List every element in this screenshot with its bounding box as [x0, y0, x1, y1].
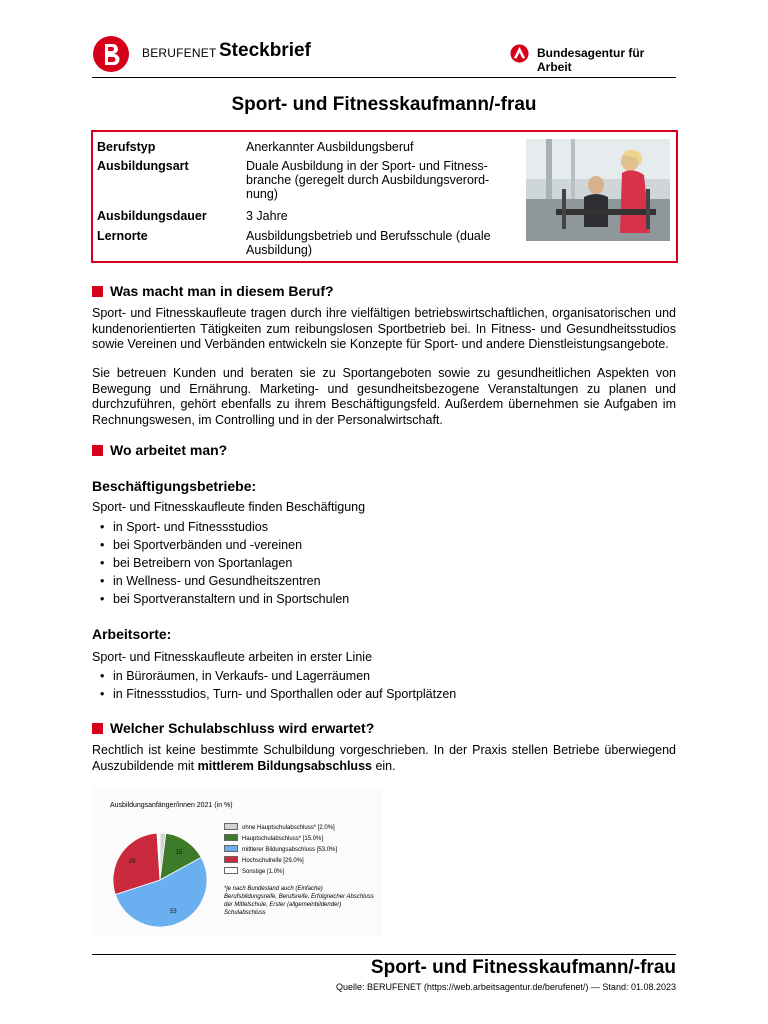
legend-item: [224, 845, 337, 856]
info-value: Anerkannter Ausbildungsberuf: [246, 140, 414, 154]
legend-swatch: [224, 856, 238, 863]
page-title: Sport- und Fitnesskaufmann/-frau: [231, 94, 537, 115]
info-box: [91, 130, 678, 263]
info-label: Berufstyp: [97, 140, 156, 154]
berufenet-logo-icon: [92, 35, 130, 73]
pie-data-label: 29: [128, 858, 136, 865]
list-item: • in Sport- und Fitnessstudios: [100, 518, 349, 536]
legend-swatch: [224, 867, 238, 874]
agency-name: Bundesagentur für Arbeit: [537, 46, 645, 74]
list-item: • bei Betreibern von Sportanlagen: [100, 554, 349, 572]
legend-label: mittlerer Bildungsabschluss [53.0%]: [242, 847, 338, 853]
legend-swatch: [224, 845, 238, 852]
section-heading-text: Welcher Schulabschluss wird erwartet?: [110, 720, 375, 736]
pie-data-label: 15: [175, 850, 183, 857]
fitness-photo: [526, 139, 670, 241]
section-heading: [92, 720, 374, 736]
pie-chart: [92, 788, 382, 936]
places-heading: Arbeitsorte:: [92, 626, 172, 642]
legend-item: [224, 834, 337, 845]
section-marker-icon: [92, 445, 103, 456]
info-value: Duale Ausbildung in der Sport- und Fitness-branche (geregelt durch Ausbildungsverord-nung): [246, 159, 490, 201]
legend-swatch: [224, 834, 238, 841]
employers-list: [100, 518, 349, 608]
list-item: • in Büroräumen, in Verkaufs- und Lagerräumen: [100, 667, 456, 685]
info-label: Lernorte: [97, 229, 148, 243]
list-item: • bei Sportveranstaltern und in Sportschulen: [100, 590, 349, 608]
list-item: • bei Sportverbänden und -vereinen: [100, 536, 349, 554]
pie-data-label: 53: [170, 909, 177, 916]
brand-name: BERUFENET: [142, 46, 217, 60]
employers-intro: Sport- und Fitnesskaufleute finden Beschäftigung: [92, 500, 366, 514]
agency-logo-icon: [510, 44, 529, 63]
section-heading-text: Wo arbeitet man?: [110, 442, 228, 458]
info-label: Ausbildungsdauer: [97, 209, 207, 223]
legend-label: ohne Hauptschulabschluss* [2.0%]: [242, 825, 335, 831]
legend-swatch: [224, 823, 238, 830]
legend-label: Hauptschulabschluss* [15.0%]: [242, 836, 324, 842]
info-value: 3 Jahre: [246, 209, 288, 223]
footer-title: Sport- und Fitnesskaufmann/-frau: [370, 957, 676, 978]
footer-source: Quelle: BERUFENET (https://web.arbeitsagentur.de/berufenet/) — Stand: 01.08.2023: [335, 982, 676, 992]
list-item: • in Fitnessstudios, Turn- und Sporthallen oder auf Sportplätzen: [100, 685, 456, 703]
pie-chart-svg: [105, 825, 215, 935]
footer-divider: [92, 954, 676, 955]
list-item: • in Wellness- und Gesundheitszentren: [100, 572, 349, 590]
places-intro: Sport- und Fitnesskaufleute arbeiten in erster Linie: [92, 650, 373, 664]
school-text-end: ein.: [371, 758, 396, 773]
section-heading: [92, 283, 334, 299]
legend-item: [224, 867, 337, 878]
employers-heading: Beschäftigungsbetriebe:: [92, 478, 257, 494]
legend-item: [224, 856, 337, 867]
school-text: Rechtlich ist keine bestimmte Schulbildung vorgeschrieben. In der Praxis stellen Betriebe überwiegend Auszubildende mit: [92, 743, 676, 773]
legend-label: Sonstige [1.0%]: [242, 869, 285, 875]
paragraph: [92, 743, 676, 774]
chart-legend: [224, 823, 337, 878]
legend-item: [224, 823, 337, 834]
section-heading: [92, 442, 227, 458]
section-marker-icon: [92, 286, 103, 297]
chart-title: Ausbildungsanfänger/innen 2021 (in %): [110, 802, 233, 809]
school-text-bold: mittlerem Bildungsabschluss: [197, 758, 372, 773]
info-label: Ausbildungsart: [97, 159, 189, 173]
doc-type: Steckbrief: [219, 40, 311, 61]
section-marker-icon: [92, 723, 103, 734]
info-value: Ausbildungsbetrieb und Berufsschule (duale Ausbildung): [246, 229, 491, 257]
legend-label: Hochschulreife [29.0%]: [242, 858, 304, 864]
page-header: [92, 32, 676, 78]
chart-note: *je nach Bundesland auch (Einfache) Berufsbildungsreife, Berufsreife, Erfolgreicher Abschluss der Mittelschule, Erster (allgemeinbildender) Schulabschluss: [224, 886, 374, 916]
section-heading-text: Was macht man in diesem Beruf?: [110, 283, 334, 299]
paragraph: Sport- und Fitnesskaufleute tragen durch ihre vielfältigen betriebswirtschaftlichen, organisatorischen und kundenorientierten Tätigkeiten zum reibungslosen Sportbetrieb bei. In Fitness- und Gesundheitsstudios sowie Vereinen und Verbänden entwickeln sie Konzepte für Sport- und andere Dienstleistungsangebote.: [92, 306, 676, 351]
paragraph: Sie betreuen Kunden und beraten sie zu Sportangeboten sowie zu gesundheitlichen Aspekten von Bewegung und Ernährung. Marketing- und gesundheitsbezogene Veranstaltungen zu planen und durchzuführen, gehört ebenfalls zu ihrem Beschäftigungsfeld. Außerdem übernehmen sie Aufgaben im Rechnungswesen, im Controlling und in der Personalwirtschaft.: [92, 366, 676, 427]
places-list: [100, 667, 456, 703]
